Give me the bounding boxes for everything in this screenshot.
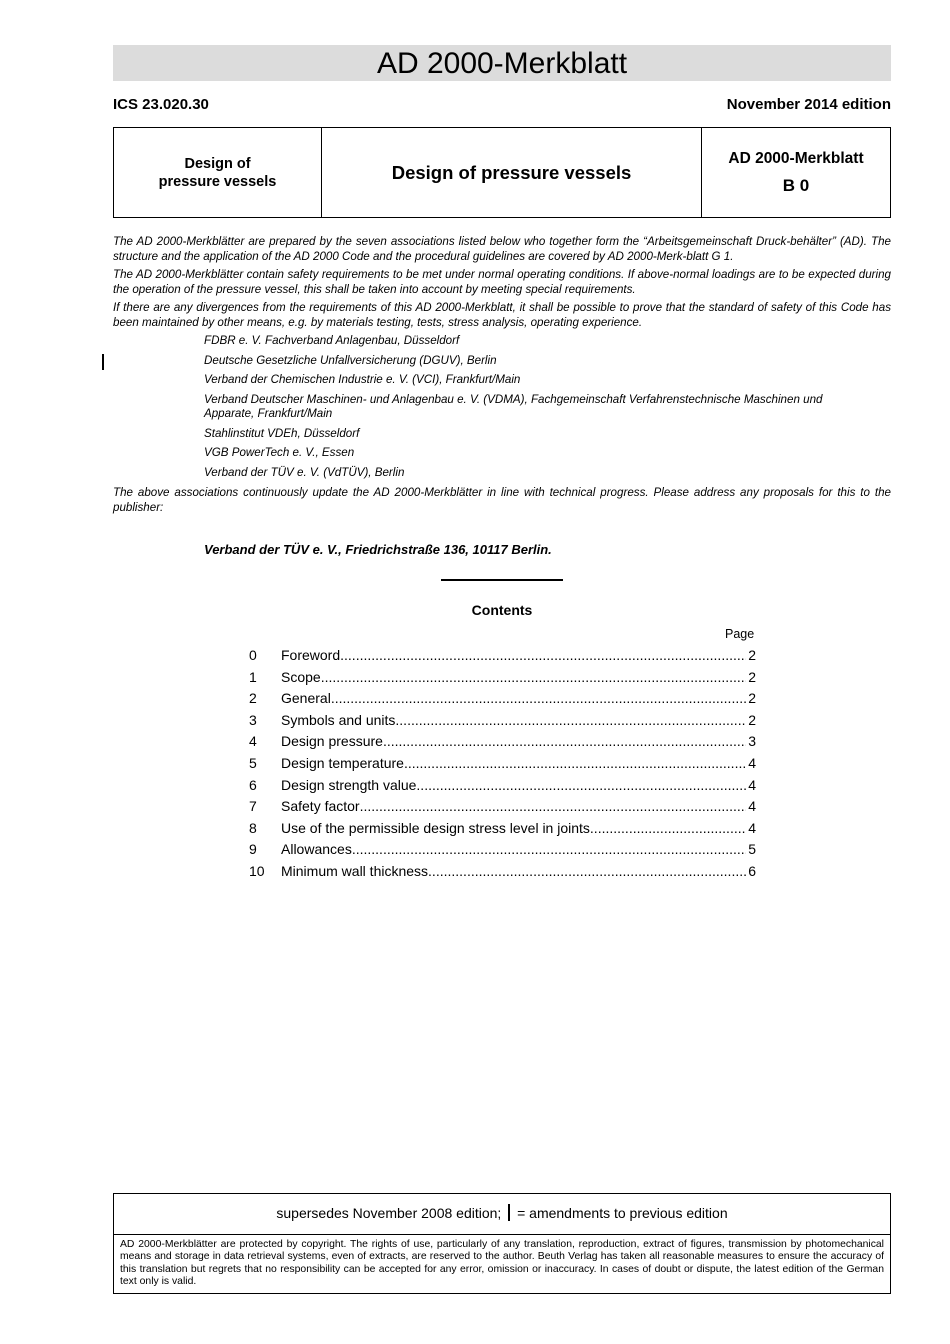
toc-row[interactable] <box>249 667 756 689</box>
association-item: Verband der TÜV e. V. (VdTÜV), Berlin <box>204 465 405 479</box>
header-code-name: AD 2000-Merkblatt <box>728 149 864 167</box>
association-item: FDBR e. V. Fachverband Anlagenbau, Düsseldorf <box>204 334 460 347</box>
toc-page-number: 2 <box>748 647 756 663</box>
toc-number: 0 <box>249 647 257 663</box>
header-subject-line2: pressure vessels <box>158 173 277 190</box>
amendment-bar-icon <box>508 1204 510 1221</box>
toc-row[interactable] <box>249 731 756 753</box>
association-list <box>113 334 891 480</box>
association-item: Verband der Chemischen Industrie e. V. (VCI), Frankfurt/Main <box>204 373 521 386</box>
table-of-contents <box>249 645 756 883</box>
toc-page-number: 4 <box>748 798 756 815</box>
toc-entry <box>281 753 756 775</box>
toc-page-number: 2 <box>748 690 756 707</box>
toc-number: 1 <box>249 668 257 685</box>
toc-entry <box>281 861 756 883</box>
intro-paragraph: The above associations continuously update the AD 2000-Merkblätter in line with technical progress. Please address any proposals for this to the publisher: <box>113 486 891 514</box>
toc-leader-dots <box>383 731 746 753</box>
footer-box <box>113 1193 891 1294</box>
toc-number: 6 <box>249 776 257 793</box>
toc-leader-dots <box>360 796 747 818</box>
toc-row[interactable] <box>249 861 756 883</box>
toc-row[interactable] <box>249 688 756 710</box>
supersedes-note <box>114 1194 890 1235</box>
toc-number: 7 <box>249 798 257 815</box>
contents-page-label: Page <box>725 627 755 641</box>
document-title: AD 2000-Merkblatt <box>113 45 891 81</box>
toc-label: Design temperature <box>281 754 404 771</box>
toc-label: Safety factor <box>281 798 360 815</box>
toc-leader-dots <box>352 839 746 861</box>
toc-label: General <box>281 690 331 707</box>
toc-page-number: 4 <box>748 754 756 771</box>
toc-number: 9 <box>249 841 257 858</box>
association-item: Stahlinstitut VDEh, Düsseldorf <box>204 426 360 440</box>
intro-paragraph: The AD 2000-Merkblätter contain safety requirements to be met under normal operating conditions. If above-normal loadings are to be expected during the operation of the pressure vessel, this shall be taken into account by meeting special requirements. <box>113 268 891 296</box>
toc-row[interactable] <box>249 710 756 732</box>
copyright-notice: AD 2000-Merkblätter are protected by copyright. The rights of use, particularly of any translation, reproduction, extract of figures, transmission by photomechanical means and storage in data retrieval systems, even of extracts, are reserved to the author. Beuth Verlag has taken all reasonable measures to ensure the accuracy of this translation but regrets that no responsibility can be accepted for any error, omission or inaccuracy. In cases of doubt or dispute, the latest edition of the German text only is valid. <box>120 1239 884 1287</box>
header-subject-cell <box>114 128 322 217</box>
association-item: Deutsche Gesetzliche Unfallversicherung (DGUV), Berlin <box>204 353 497 367</box>
toc-leader-dots <box>416 775 746 797</box>
toc-number: 2 <box>249 690 257 707</box>
toc-number: 8 <box>249 819 257 836</box>
toc-label: Foreword <box>281 647 341 663</box>
toc-page-number: 6 <box>748 862 756 879</box>
amendment-legend: = amendments to previous edition <box>517 1205 728 1221</box>
association-item: Verband Deutscher Maschinen- und Anlagenbau e. V. (VDMA), Fachgemeinschaft Verfahrenstechnische Maschinen und Apparate, Frankfurt/Main <box>204 392 823 420</box>
contents-heading: Contents <box>471 602 533 618</box>
toc-entry <box>281 667 756 689</box>
toc-number: 3 <box>249 711 257 728</box>
toc-label: Design pressure <box>281 733 383 750</box>
toc-leader-dots <box>395 710 746 732</box>
edition-date: November 2014 edition <box>726 96 891 113</box>
toc-leader-dots <box>331 688 746 710</box>
header-table <box>113 127 891 218</box>
toc-page-number: 4 <box>748 776 756 793</box>
toc-leader-dots <box>340 645 746 667</box>
toc-page-number: 2 <box>748 711 756 728</box>
toc-entry <box>281 796 756 818</box>
toc-label: Use of the permissible design stress level in joints <box>281 819 590 836</box>
toc-leader-dots <box>590 818 746 840</box>
intro-paragraph: If there are any divergences from the requirements of this AD 2000-Merkblatt, it shall be possible to prove that the standard of safety of this Code has been maintained by other means, e.g. by materials testing, tests, stress analysis, operating experience. <box>113 301 891 329</box>
toc-number: 5 <box>249 754 257 771</box>
toc-row[interactable] <box>249 839 756 861</box>
toc-row[interactable] <box>249 796 756 818</box>
toc-entry <box>281 688 756 710</box>
toc-entry <box>281 775 756 797</box>
toc-row[interactable] <box>249 753 756 775</box>
toc-label: Symbols and units <box>281 711 396 728</box>
toc-entry <box>281 839 756 861</box>
header-title-cell: Design of pressure vessels <box>322 128 702 217</box>
toc-entry <box>281 710 756 732</box>
toc-entry <box>281 818 756 840</box>
toc-entry <box>281 731 756 753</box>
toc-row[interactable] <box>249 645 756 667</box>
publisher-address: Verband der TÜV e. V., Friedrichstraße 136, 10117 Berlin. <box>204 542 552 557</box>
amendment-marker <box>102 354 104 370</box>
toc-page-number: 3 <box>748 733 756 750</box>
toc-number: 4 <box>249 733 257 750</box>
header-code-number: B 0 <box>782 175 810 195</box>
toc-label: Scope <box>281 668 321 685</box>
toc-leader-dots <box>428 861 746 883</box>
toc-page-number: 5 <box>748 841 756 858</box>
toc-page-number: 4 <box>748 819 756 836</box>
toc-label: Design strength value <box>281 776 417 793</box>
toc-row[interactable] <box>249 818 756 840</box>
intro-paragraph: The AD 2000-Merkblätter are prepared by the seven associations listed below who together form the “Arbeitsgemeinschaft Druck-behälter” (AD). The structure and the application of the AD 2000 Code and the procedural guidelines are covered by AD 2000-Merk-blatt G 1. <box>113 235 891 263</box>
header-code-cell <box>702 128 890 217</box>
association-item: VGB PowerTech e. V., Essen <box>204 446 355 459</box>
toc-page-number: 2 <box>748 668 756 685</box>
ics-code: ICS 23.020.30 <box>113 96 209 113</box>
toc-label: Allowances <box>281 841 352 858</box>
toc-number: 10 <box>249 862 265 879</box>
intro-section <box>113 235 891 519</box>
section-divider <box>441 579 563 581</box>
supersedes-text: supersedes November 2008 edition; <box>276 1205 502 1221</box>
header-subject-line1: Design of <box>184 155 251 172</box>
toc-row[interactable] <box>249 775 756 797</box>
toc-entry <box>281 645 756 667</box>
toc-leader-dots <box>404 753 746 775</box>
toc-leader-dots <box>321 667 747 689</box>
toc-label: Minimum wall thickness <box>281 862 429 879</box>
